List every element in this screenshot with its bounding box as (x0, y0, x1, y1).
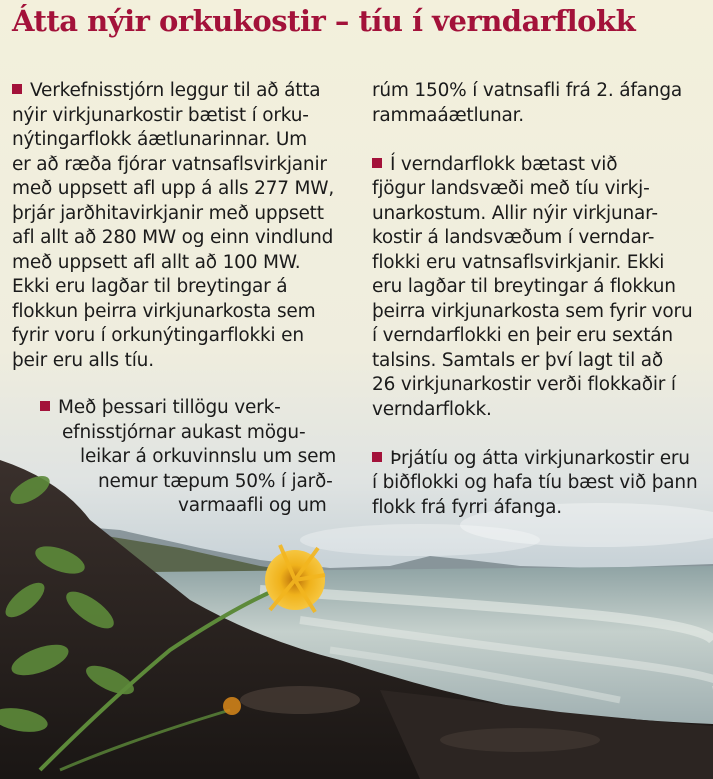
text-line: þrjár jarðhitavirkjanir með uppsett (12, 202, 324, 224)
text-line: þeir eru alls tíu. (12, 349, 154, 371)
text-line: rúm 150% í vatnsafli frá 2. áfanga (372, 80, 682, 101)
text-line: með uppsett afl allt að 100 MW. (12, 251, 301, 273)
text-line: í biðflokki og hafa tíu bæst við þann (372, 472, 698, 493)
text-line: fjögur landsvæði með tíu virkj- (372, 178, 650, 199)
bullet-square-icon (372, 452, 382, 462)
left-column (12, 79, 342, 373)
text-line: Með þessari tillögu verk- (40, 396, 340, 421)
text-line: talsins. Samtals er því lagt til að (372, 349, 663, 371)
right-column (372, 79, 707, 520)
text-line: Þrjátíu og átta virkjunarkostir eru (372, 447, 707, 472)
paragraph-bidflokkur (372, 447, 707, 521)
left-column-indented (40, 396, 340, 519)
text-line: nýtingarflokk áætlunarinnar. Um (12, 129, 308, 150)
paragraph-verndarflokkur (372, 153, 707, 423)
paragraph-orkunytingarflokkur (12, 79, 342, 373)
text-line: unarkostum. Allir nýir virkjunar- (372, 202, 658, 224)
bullet-square-icon (372, 158, 382, 168)
text-line: er að ræða fjórar vatnsaflsvirkjanir (12, 153, 327, 175)
bullet-square-icon (40, 401, 50, 411)
text-line: efnisstjórnar aukast mögu- (62, 421, 306, 443)
text-line: þeirra virkjunarkosta sem fyrir voru (372, 300, 693, 322)
text-line: nemur tæpum 50% í jarð- (98, 470, 333, 492)
text-line: í verndarflokki en þeir eru sextán (372, 325, 673, 346)
text-line: eru lagðar til breytingar á flokkun (372, 276, 676, 297)
text-line: varmaafli og um (178, 495, 327, 516)
text-line: flokk frá fyrri áfanga. (372, 496, 562, 518)
text-line: verndarflokk. (372, 398, 492, 420)
bullet-square-icon (12, 84, 22, 94)
text-line: Í verndarflokk bætast við (372, 153, 707, 178)
text-line: kostir á landsvæðum í verndar- (372, 227, 655, 248)
paragraph-vatnsafl-continued (372, 79, 707, 128)
text-line: með uppsett afl upp á alls 277 MW, (12, 178, 335, 199)
text-line: Ekki eru lagðar til breytingar á (12, 276, 288, 297)
text-line: flokkun þeirra virkjunarkosta sem (12, 300, 316, 322)
text-line: rammaáætlunar. (372, 104, 524, 126)
text-line: fyrir voru í orkunýtingarflokki en (12, 325, 304, 346)
text-line: nýir virkjunarkostir bætist í orku- (12, 104, 309, 126)
text-line: flokki eru vatnsaflsvirkjanir. Ekki (372, 251, 665, 273)
text-line: Verkefnisstjórn leggur til að átta (12, 79, 342, 104)
text-line: leikar á orkuvinnslu um sem (80, 446, 337, 467)
paragraph-orkuvinnsla (40, 396, 340, 519)
text-line: 26 virkjunarkostir verði flokkaðir í (372, 374, 676, 395)
headline: Átta nýir orkukostir – tíu í verndarflokk (12, 4, 636, 38)
text-line: afl allt að 280 MW og einn vindlund (12, 227, 334, 248)
